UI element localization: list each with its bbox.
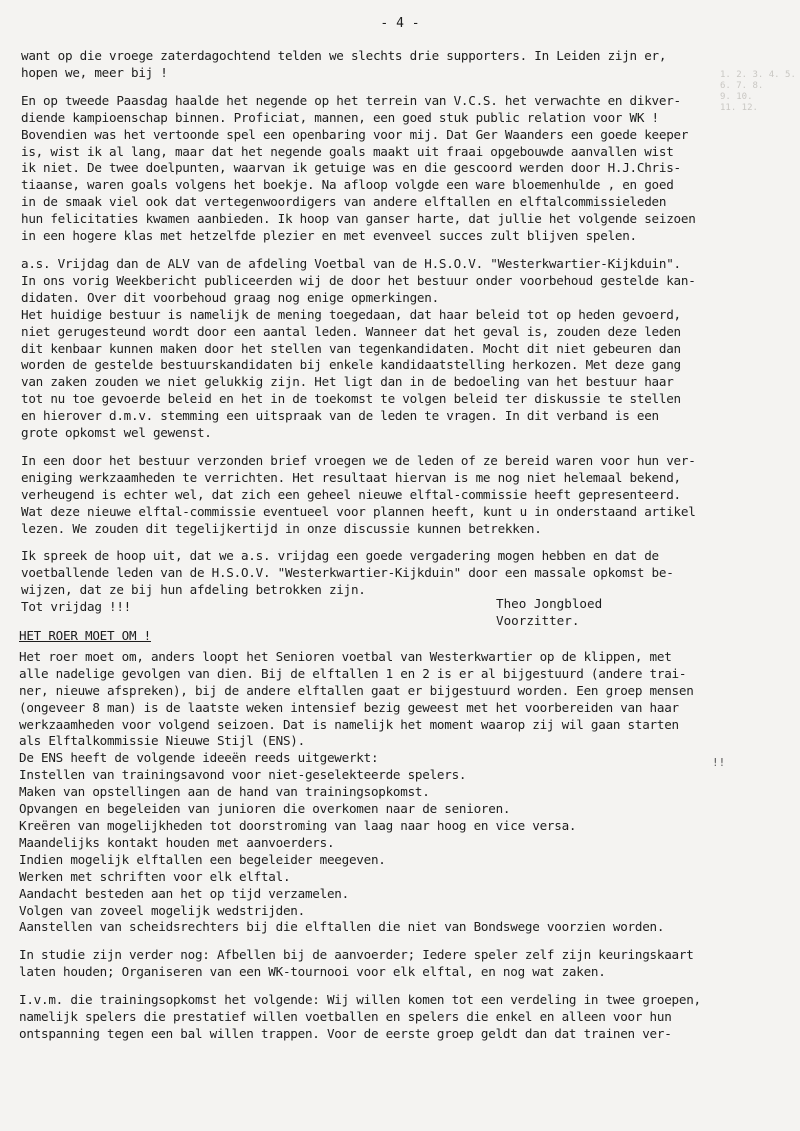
text-line: I.v.m. die trainingsopkomst het volgende: Wij willen komen tot een verdeling in twee groepen,: [19, 992, 701, 1008]
text-line: tiaanse, waren goals volgens het boekje. Na afloop volgde een ware bloemenhulde , en goed: [21, 177, 674, 193]
text-line: grote opkomst wel gewenst.: [21, 425, 212, 441]
list-item: Volgen van zoveel mogelijk wedstrijden.: [19, 902, 305, 918]
text-line: a.s. Vrijdag dan de ALV van de afdeling Voetbal van de H.S.O.V. "Westerkwartier-Kijkduin".: [21, 255, 681, 271]
paragraph-training: [19, 992, 779, 1043]
text-line: want op die vroege zaterdagochtend telden we slechts drie supporters. In Leiden zijn er,: [21, 48, 667, 63]
signature-role: Voorzitter.: [496, 613, 580, 628]
paragraph-studie: [19, 947, 779, 981]
text-line: ik niet. De twee doelpunten, waarvan ik getuige was en die gescoord werden door H.J.Chris-: [21, 160, 681, 176]
text-line: Bovendien was het vertoonde spel een openbaring voor mij. Dat Ger Waanders een goede keeper: [21, 126, 689, 142]
text-line: en hierover d.m.v. stemming een uitspraak van de leden te vragen. In dit verband is een: [21, 408, 659, 424]
text-line: is, wist ik al lang, maar dat het negende goals maakt uit fraai opgebouwde aanvallen wist: [21, 143, 674, 159]
ideas-list: [19, 767, 779, 936]
text-line: (ongeveer 8 man) is de laatste weken intensief bezig geweest met het voorbereiden van haar: [19, 699, 679, 715]
text-line: hun felicitaties kwamen aanbieden. Ik hoop van ganser harte, dat jullie het volgende seizoen: [21, 211, 696, 227]
text-line: eniging werkzaamheden te verrichten. Het resultaat hiervan is me nog niet helemaal bekend,: [21, 469, 681, 485]
text-line: worden de gestelde bestuurskandidaten bij enkele kandidaatstelling herkozen. Met deze gang: [21, 357, 681, 373]
text-line: In studie zijn verder nog: Afbellen bij de aanvoerder; Iedere speler zelf zijn keuringskaart: [19, 947, 694, 963]
main-article: [21, 48, 781, 627]
text-line: Ik spreek de hoop uit, dat we a.s. vrijdag een goede vergadering mogen hebben en dat de: [21, 548, 659, 564]
paragraph-paasdag: [21, 93, 781, 245]
text-line: laten houden; Organiseren van een WK-tournooi voor elk elftal, en nog wat zaken.: [19, 964, 606, 980]
text-line: In een door het bestuur verzonden brief vroegen we de leden of ze bereid waren voor hun ver-: [21, 452, 696, 468]
section-roer: [19, 628, 779, 1054]
text-line: namelijk spelers die prestatief willen voetballen en spelers die enkel en alleen voor hun: [19, 1009, 672, 1025]
list-item: Indien mogelijk elftallen een begeleider meegeven.: [19, 851, 386, 867]
text-line: in een hogere klas met hetzelfde plezier en met evenveel succes zult blijven spelen.: [21, 228, 637, 244]
text-line: werkzaamheden voor volgend seizoen. Dat is namelijk het moment waarop zij wil gaan starten: [19, 716, 679, 732]
list-item: Maandelijks kontakt houden met aanvoerders.: [19, 834, 335, 850]
list-item: Instellen van trainingsavond voor niet-geselekteerde spelers.: [19, 767, 467, 783]
signature-name: Theo Jongbloed: [496, 596, 603, 611]
text-line: In ons vorig Weekbericht publiceerden wij de door het bestuur onder voorbehoud gestelde kan-: [21, 272, 696, 288]
text-line: alle nadelige gevolgen van dien. Bij de elftallen 1 en 2 is er al bijgestuurd (andere trai-: [19, 665, 687, 681]
list-item: Werken met schriften voor elk elftal.: [19, 868, 291, 884]
paragraph-alv: [21, 256, 781, 442]
text-line: diende kampioenschap binnen. Proficiat, mannen, een goed stuk public relation voor WK !: [21, 109, 659, 125]
text-line: De ENS heeft de volgende ideeën reeds uitgewerkt:: [19, 750, 379, 766]
text-line: wijzen, dat ze bij hun afdeling betrokken zijn.: [21, 582, 366, 598]
text-line: verheugend is echter wel, dat zich een geheel nieuwe elftal-commissie heeft gepresenteerd.: [21, 486, 681, 502]
text-line: lezen. We zouden dit tegelijkertijd in onze discussie kunnen betrekken.: [21, 520, 542, 536]
text-line: tot nu toe gevoerde beleid en het in de toekomst te volgen beleid ter diskussie te stellen: [21, 391, 681, 407]
list-item: Kreëren van mogelijkheden tot doorstroming van laag naar hoog en vice versa.: [19, 817, 577, 833]
text-line: ner, nieuwe afspreken), bij de andere elftallen gaat er bijgestuurd worden. Een groep mensen: [19, 682, 694, 698]
list-item: Aanstellen van scheidsrechters bij die elftallen die niet van Bondswege voorzien worden.: [19, 919, 665, 935]
text-line: van zaken zouden we niet gelukkig zijn. Het ligt dan in de bedoeling van het bestuur haar: [21, 374, 674, 390]
text-line: hopen we, meer bij !: [21, 64, 168, 80]
page-number: - 4 -: [380, 16, 420, 31]
text-line: voetballende leden van de H.S.O.V. "Westerkwartier-Kijkduin" door een massale opkomst be-: [21, 565, 674, 581]
list-item: Maken van opstellingen aan de hand van trainingsopkomst.: [19, 784, 430, 800]
bleed-through-text: 1. 2. 3. 4. 5. 6. 7. 8. 9. 10. 11. 12.: [720, 70, 796, 113]
list-item: Opvangen en begeleiden van junioren die overkomen naar de senioren.: [19, 801, 511, 817]
signature-block: [496, 595, 776, 629]
list-item: Aandacht besteden aan het op tijd verzamelen.: [19, 885, 349, 901]
text-line: Wat deze nieuwe elftal-commissie eventueel voor plannen heeft, kunt u in onderstaand artikel: [21, 503, 696, 519]
text-line: dit kenbaar kunnen maken door het stellen van tegenkandidaten. Mocht dit niet gebeuren dan: [21, 340, 681, 356]
section-title: HET ROER MOET OM !: [19, 628, 151, 643]
text-line: En op tweede Paasdag haalde het negende op het terrein van V.C.S. het verwachte en dikver-: [21, 92, 681, 108]
text-line: ontspanning tegen een bal willen trappen. Voor de eerste groep geldt dan dat trainen ver-: [19, 1025, 672, 1041]
text-line: in de smaak viel ook dat vertegenwoordigers van andere elftallen en elftalcommissieleden: [21, 194, 667, 210]
paragraph-brief: [21, 453, 781, 538]
paragraph-supporters: [21, 48, 781, 82]
text-line: didaten. Over dit voorbehoud graag nog enige opmerkingen.: [21, 289, 439, 305]
text-line: Het roer moet om, anders loopt het Senioren voetbal van Westerkwartier op de klippen, met: [19, 648, 672, 664]
section-intro: [19, 649, 779, 767]
text-line: als Elftalkommissie Nieuwe Stijl (ENS).: [19, 733, 305, 749]
text-line: niet gerugesteund wordt door een aantal leden. Wanneer dat het geval is, zouden deze leden: [21, 323, 681, 339]
margin-mark: !!: [712, 756, 726, 769]
text-line: Het huidige bestuur is namelijk de mening toegedaan, dat haar beleid tot op heden gevoerd,: [21, 306, 681, 322]
text-line: Tot vrijdag !!!: [21, 599, 131, 615]
